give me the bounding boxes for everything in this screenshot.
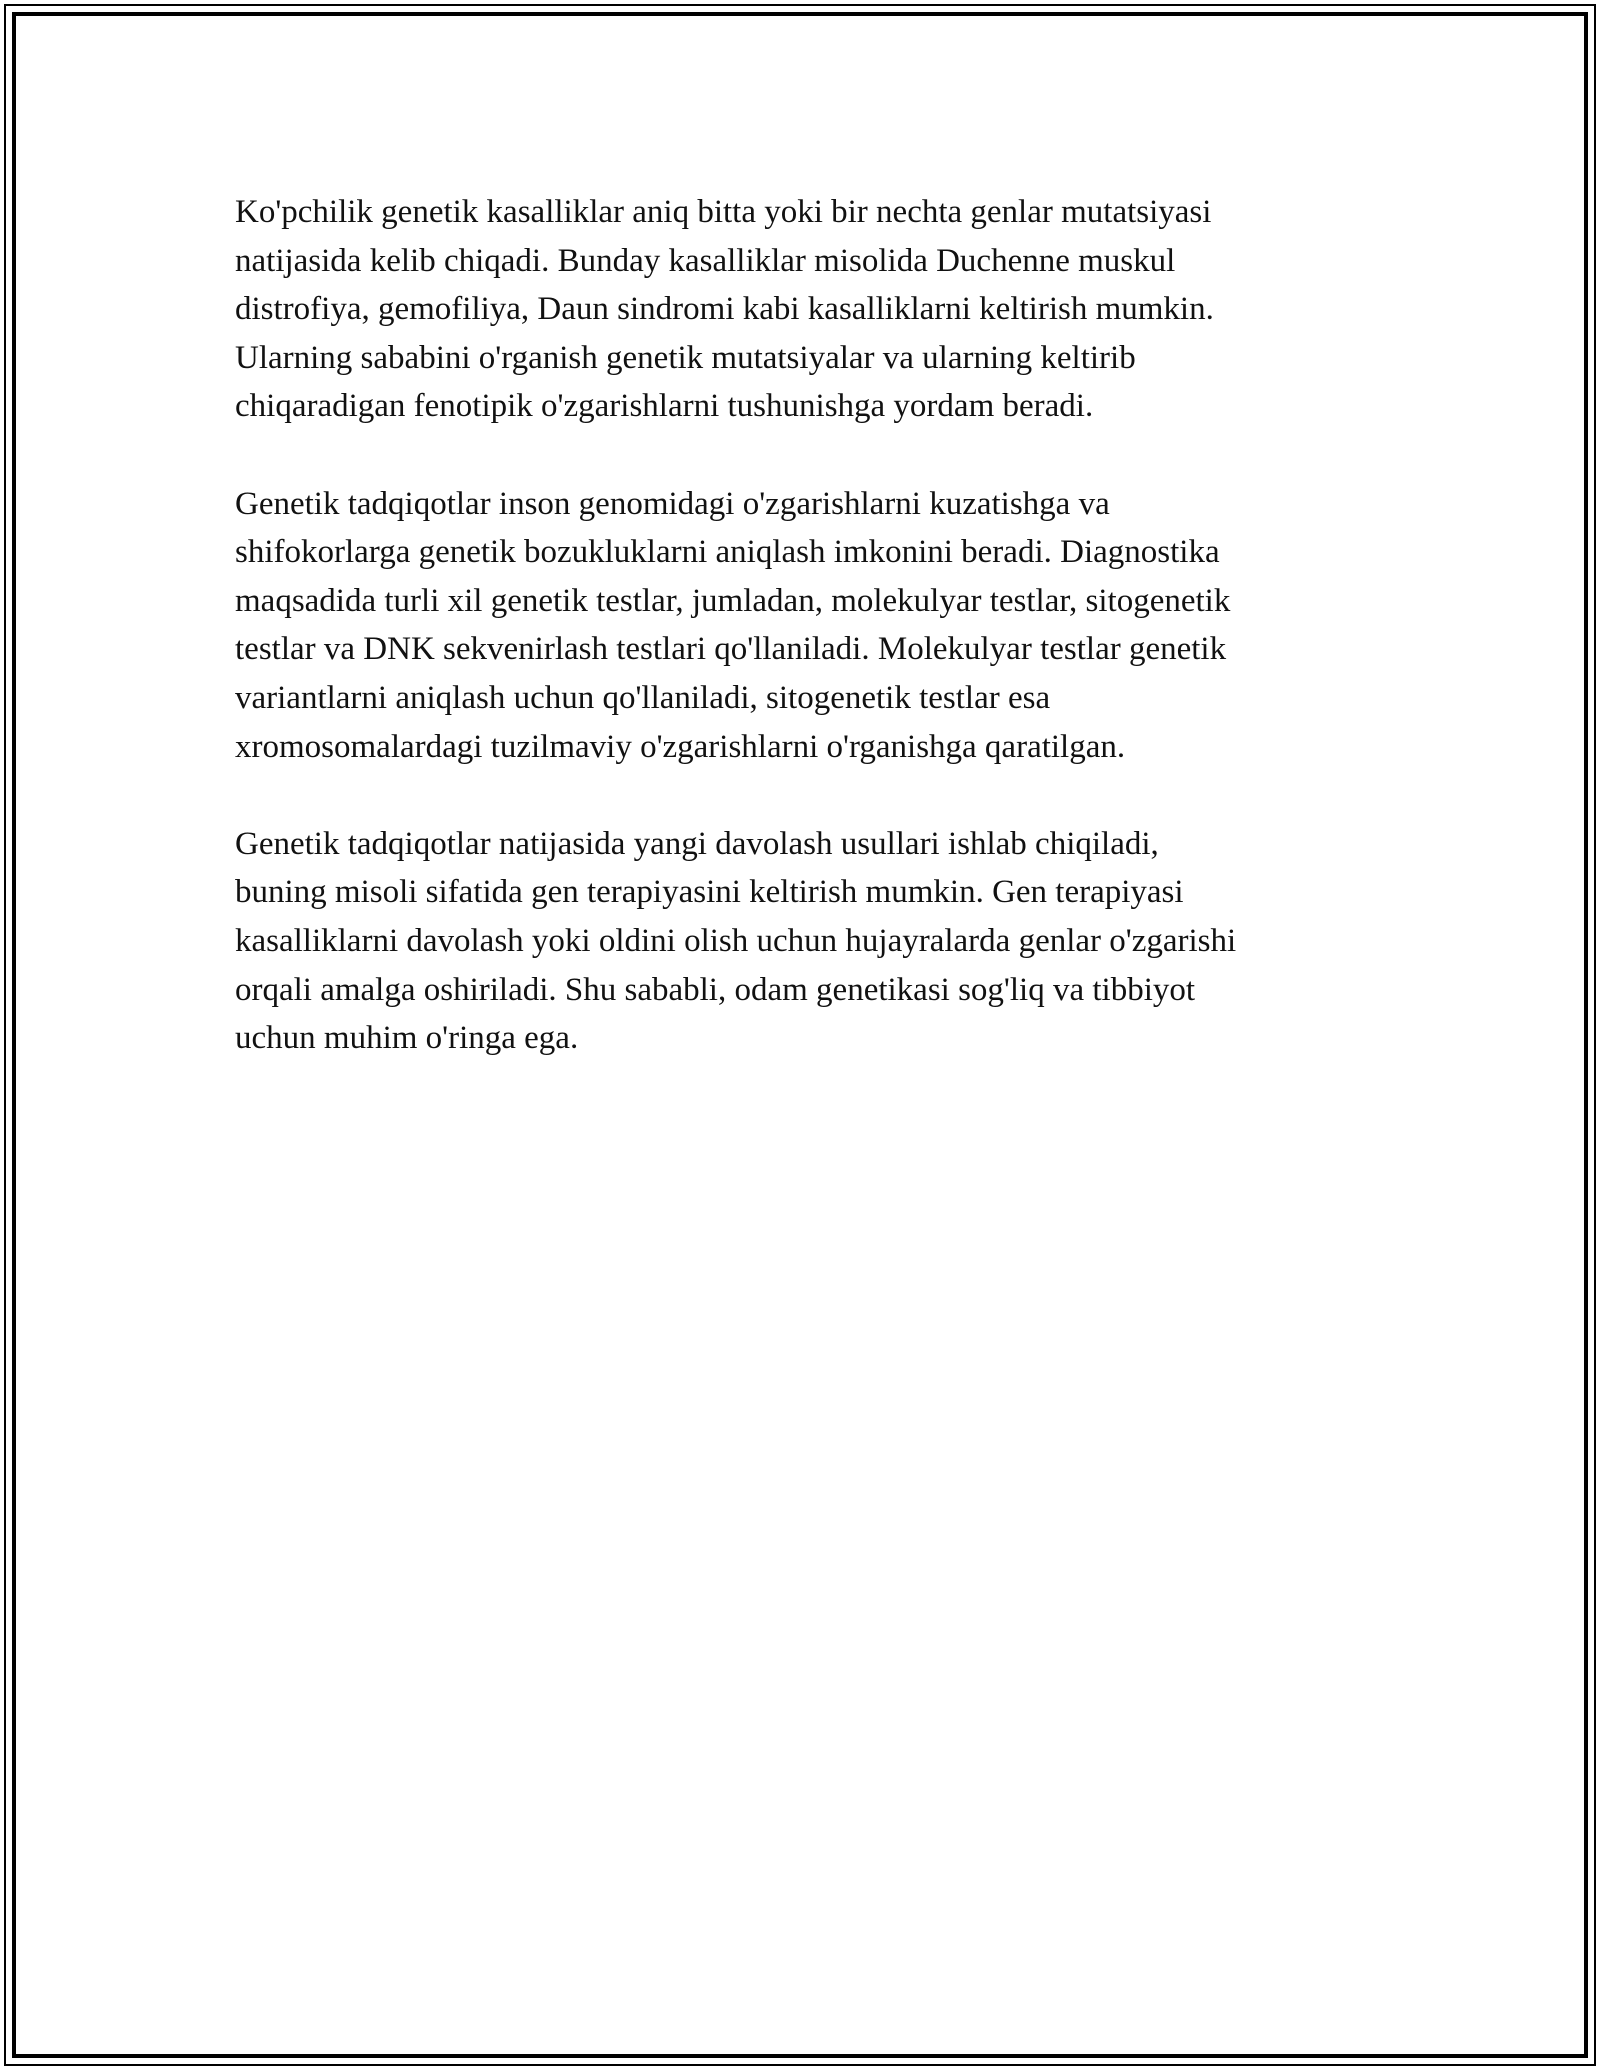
- document-body: [235, 188, 1365, 1111]
- paragraph-1: Ko'pchilik genetik kasalliklar aniq bitta yoki bir nechta genlar mutatsiyasi natijasida kelib chiqadi. Bunday kasalliklar misolida Duchenne muskul distrofiya, gemofiliya, Daun sindromi kabi kasalliklarni keltirish mumkin. Ularning sababini o'rganish genetik mutatsiyalar va ularning keltirib chiqaradigan fenotipik o'zgarishlarni tushunishga yordam beradi.: [235, 194, 1214, 425]
- paragraph-3: Genetik tadqiqotlar natijasida yangi davolash usullari ishlab chiqiladi, buning misoli sifatida gen terapiyasini keltirish mumkin. Gen terapiyasi kasalliklarni davolash yoki oldini olish uchun hujayralarda genlar o'zgarishi orqali amalga oshiriladi. Shu sababli, odam genetikasi sog'liq va tibbiyot uchun muhim o'ringa ega.: [235, 825, 1237, 1057]
- paragraph-2: Genetik tadqiqotlar inson genomidagi o'zgarishlarni kuzatishga va shifokorlarga genetik bozukluklarni aniqlash imkonini beradi. Diagnostika maqsadida turli xil genetik testlar, jumladan, molekulyar testlar, sitogenetik testlar va DNK sekvenirlash testlari qo'llaniladi. Molekulyar testlar genetik variantlarni aniqlash uchun qo'llaniladi, sitogenetik testlar esa xromosomalardagi tuzilmaviy o'zgarishlarni o'rganishga qaratilgan.: [235, 485, 1231, 765]
